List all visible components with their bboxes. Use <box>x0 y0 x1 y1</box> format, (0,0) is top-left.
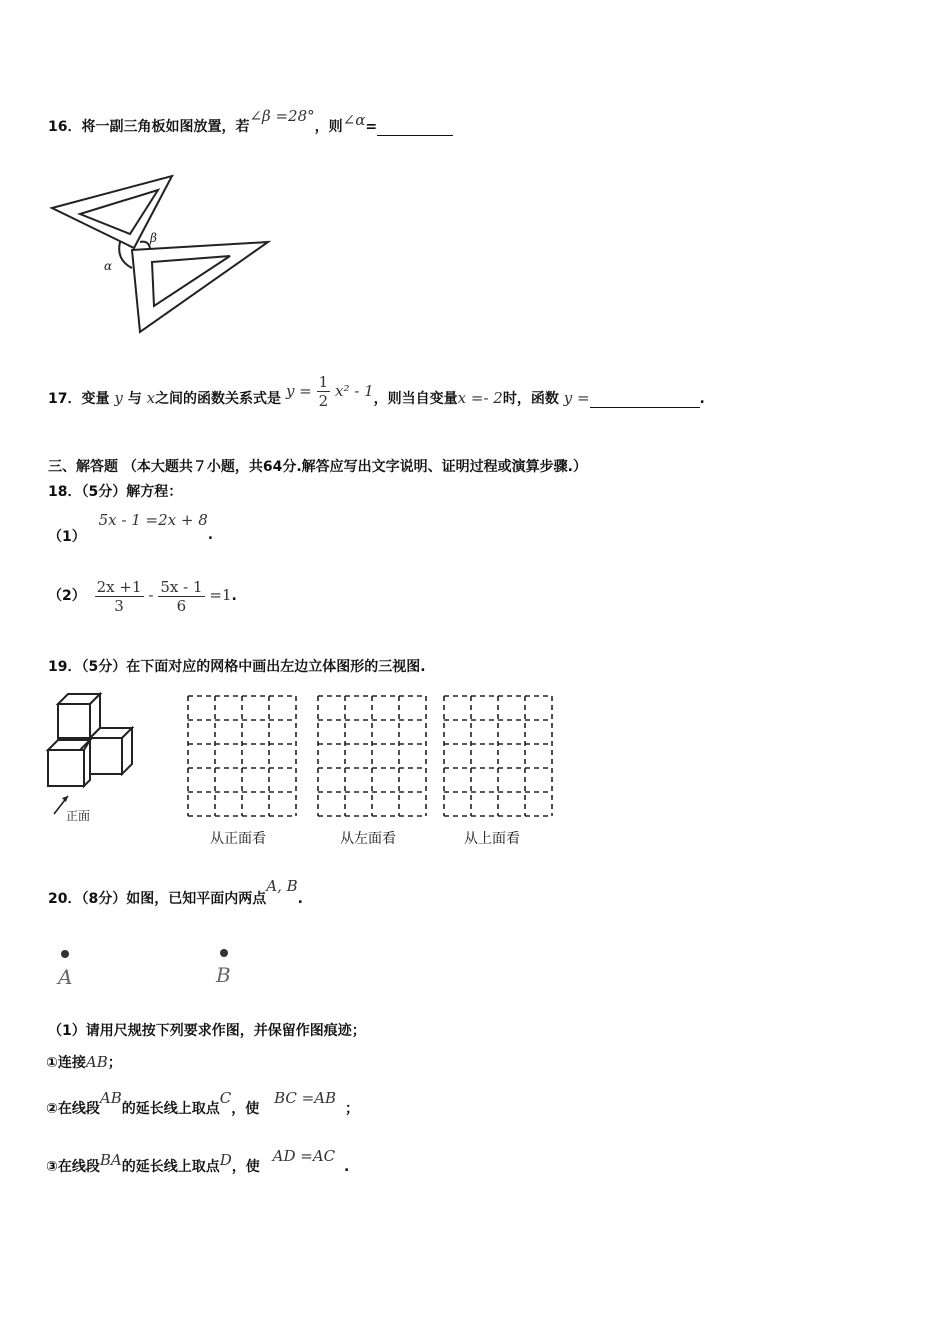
q19-caption-top: 从上面看 <box>464 831 520 847</box>
q18-p2-f1-den: 3 <box>114 596 124 615</box>
section3-title: 三、解答题 （本大题共７小题，共64分.解答应写出文字说明、证明过程或演算步骤.） <box>48 459 587 475</box>
q20-step2 <box>46 1089 359 1118</box>
q20-step2-end: ； <box>344 1101 359 1117</box>
q16-lower-triangle-inner <box>152 256 230 306</box>
q18-p2-rhs: =1 <box>209 586 232 604</box>
q20-points-figure <box>50 944 250 994</box>
q17-text-1: 变量 <box>81 391 110 407</box>
q18-p2-f2-den: 6 <box>176 596 187 615</box>
q17-text-4: ，则当自变量 <box>373 391 458 407</box>
q19-front-cube-side <box>84 740 90 786</box>
q20-header: 20．（8分）如图，已知平面内两点 <box>48 891 267 907</box>
q16-alpha-label: α <box>104 259 113 273</box>
q18-p2-minus: - <box>148 586 154 604</box>
q20-step1-seg: AB <box>85 1053 108 1071</box>
q18-p2-fraction-2 <box>158 578 204 615</box>
q20-step1-prefix: ①连接 <box>46 1055 86 1071</box>
q20-step2-mid: 的延长线上取点 <box>121 1101 220 1117</box>
q16-ask: ∠α <box>342 111 366 129</box>
q20-step2-eq: BC =AB <box>274 1089 337 1107</box>
q17-condition: x =- 2 <box>457 389 503 407</box>
q20-step3 <box>46 1147 350 1176</box>
q20-step2-seg: AB <box>99 1089 122 1107</box>
q16-text-1: 将一副三角板如图放置，若 <box>81 119 250 135</box>
q17-answer-blank[interactable] <box>590 391 700 408</box>
q19-header: 19．（5分）在下面对应的网格中画出左边立体图形的三视图. <box>48 659 426 675</box>
q17-formula-fraction <box>317 373 331 410</box>
q20-end: . <box>297 891 303 907</box>
q17-formula-lhs: y = <box>285 381 312 400</box>
q20-points: A, B <box>266 877 298 895</box>
q16-beta-arc <box>140 242 150 248</box>
q16-triangle-figure <box>48 170 278 340</box>
q17-fraction-den: 2 <box>318 392 329 410</box>
q19-caption-front: 从正面看 <box>210 831 266 847</box>
q18-p2-label: （2） <box>48 588 86 604</box>
q19-front-cube-front <box>48 750 84 786</box>
q20-step3-eq: AD =AC <box>272 1147 336 1165</box>
q19-front-label: 正面 <box>66 809 91 823</box>
q17-question <box>48 373 705 420</box>
q17-var-x: x <box>146 389 156 407</box>
q19-grid-top[interactable] <box>442 694 554 818</box>
q20-point-a-dot <box>61 950 69 958</box>
q20-step1 <box>46 1052 122 1072</box>
q20-question <box>48 877 303 908</box>
q18-p1-end: . <box>207 527 214 543</box>
q19-grid-left[interactable] <box>316 694 428 818</box>
q20-step1-end: ； <box>107 1055 122 1071</box>
q16-text-2: ，则 <box>314 119 343 135</box>
q17-number: 17． <box>48 391 82 407</box>
q20-sub1: （1）请用尺规按下列要求作图，并保留作图痕迹； <box>48 1023 366 1039</box>
q20-point-b-dot <box>220 949 228 957</box>
q18-p1-equation: 5x - 1 =2x + 8 <box>98 511 208 529</box>
q18-p2-end: . <box>231 588 237 604</box>
q17-formula <box>286 369 374 414</box>
q19-caption-left: 从左面看 <box>340 831 396 847</box>
q16-question <box>48 107 453 136</box>
q20-step3-point: D <box>219 1151 232 1169</box>
q20-step2-point: C <box>219 1089 232 1107</box>
q19-top-cube-front <box>58 704 90 738</box>
q19-right-cube-front <box>90 738 122 774</box>
q16-condition: ∠β =28° <box>249 107 315 125</box>
q17-text-3: 之间的函数关系式是 <box>155 391 282 407</box>
q17-formula-rest: x² - 1 <box>335 381 374 400</box>
q16-answer-blank[interactable] <box>377 119 453 136</box>
q20-step3-end: . <box>344 1159 350 1175</box>
q20-point-a-label: A <box>58 965 73 989</box>
q17-fraction-num: 1 <box>318 373 329 391</box>
q18-part2 <box>48 572 237 618</box>
q16-number: 16． <box>48 119 82 135</box>
q19-cube-figure <box>44 688 144 828</box>
q20-point-b-label: B <box>216 963 231 987</box>
q18-header: 18．（5分）解方程： <box>48 484 183 500</box>
q17-ask: y = <box>563 389 590 407</box>
q20-step2-comma: ，使 <box>231 1101 260 1117</box>
q18-part1 <box>48 510 213 550</box>
q16-beta-label: β <box>150 231 157 245</box>
q18-p1-label: （1） <box>48 529 86 545</box>
q19-front-cube-top <box>48 740 90 750</box>
q17-end: . <box>699 391 705 407</box>
q17-text-5: 时，函数 <box>502 391 559 407</box>
q18-p2-f1-num: 2x +1 <box>96 577 142 596</box>
q18-p2-f2-num: 5x - 1 <box>160 577 203 596</box>
q19-grid-front[interactable] <box>186 694 298 818</box>
q20-step3-seg: BA <box>99 1151 122 1169</box>
q18-p2-fraction-1 <box>95 578 144 615</box>
q17-var-y: y <box>114 389 123 407</box>
q17-text-2: 与 <box>127 391 142 407</box>
q20-step3-mid: 的延长线上取点 <box>121 1159 220 1175</box>
q20-step3-prefix: ③在线段 <box>46 1159 100 1175</box>
q20-step2-prefix: ②在线段 <box>46 1101 100 1117</box>
q16-eq: = <box>365 119 378 135</box>
q20-step3-comma: ，使 <box>231 1159 260 1175</box>
